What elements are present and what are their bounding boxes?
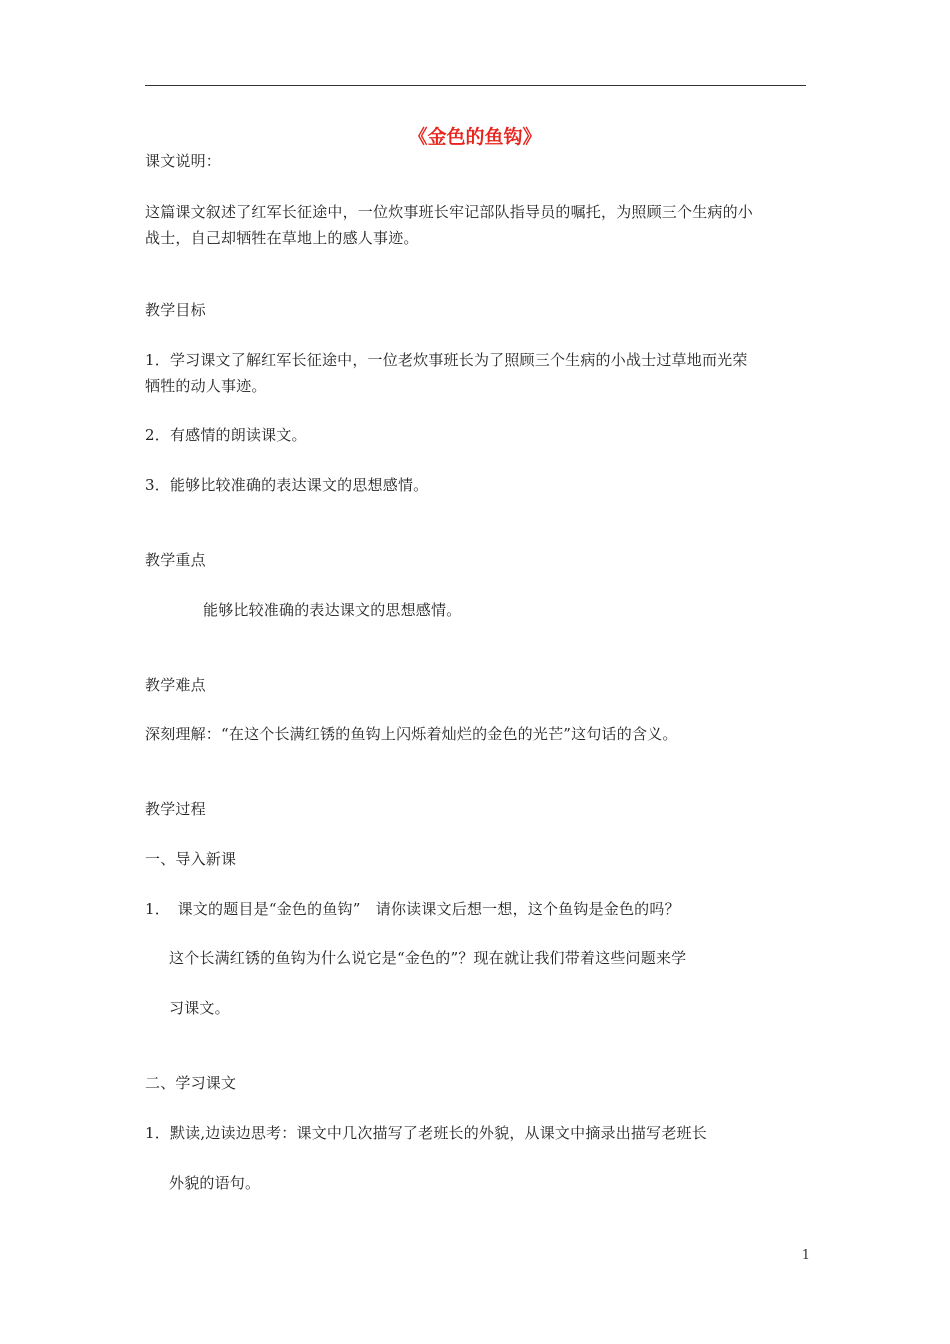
- section-2-item-1-line-1: 1．默读,边读边思考：课文中几次描写了老班长的外貌，从课文中摘录出描写老班长: [145, 1124, 707, 1142]
- goal-2: 2．有感情的朗读课文。: [145, 426, 307, 444]
- difficulty-heading: 教学难点: [145, 676, 206, 694]
- goal-1-line-1: 1．学习课文了解红军长征途中，一位老炊事班长为了照顾三个生病的小战士过草地而光荣: [145, 351, 748, 369]
- section-1-item-1-line-3: 习课文。: [169, 999, 230, 1017]
- page-number: 1: [801, 1248, 810, 1263]
- focus-heading: 教学重点: [145, 551, 206, 569]
- section-1-item-1-line-1: 1． 课文的题目是“金色的鱼钩” 请你读课文后想一想，这个鱼钩是金色的吗？: [145, 900, 680, 918]
- focus-text: 能够比较准确的表达课文的思想感情。: [203, 601, 462, 619]
- section-1-heading: 一、导入新课: [145, 850, 237, 868]
- goals-heading: 教学目标: [145, 301, 206, 319]
- lesson-desc-line-2: 战士，自己却牺牲在草地上的感人事迹。: [145, 229, 419, 247]
- lesson-desc-line-1: 这篇课文叙述了红军长征途中，一位炊事班长牢记部队指导员的嘱托，为照顾三个生病的小: [145, 203, 754, 221]
- header-rule: [145, 85, 806, 86]
- process-heading: 教学过程: [145, 800, 206, 818]
- goal-1-line-2: 牺牲的动人事迹。: [145, 377, 267, 395]
- section-2-heading: 二、学习课文: [145, 1074, 237, 1092]
- section-2-item-1-line-2: 外貌的语句。: [169, 1174, 261, 1192]
- goal-3: 3．能够比较准确的表达课文的思想感情。: [145, 476, 429, 494]
- difficulty-text: 深刻理解：“在这个长满红锈的鱼钩上闪烁着灿烂的金色的光芒”这句话的含义。: [145, 725, 678, 743]
- lesson-desc-heading: 课文说明：: [145, 152, 222, 170]
- document-title: 《金色的鱼钩》: [408, 126, 542, 148]
- section-1-item-1-line-2: 这个长满红锈的鱼钩为什么说它是“金色的”？现在就让我们带着这些问题来学: [169, 949, 687, 967]
